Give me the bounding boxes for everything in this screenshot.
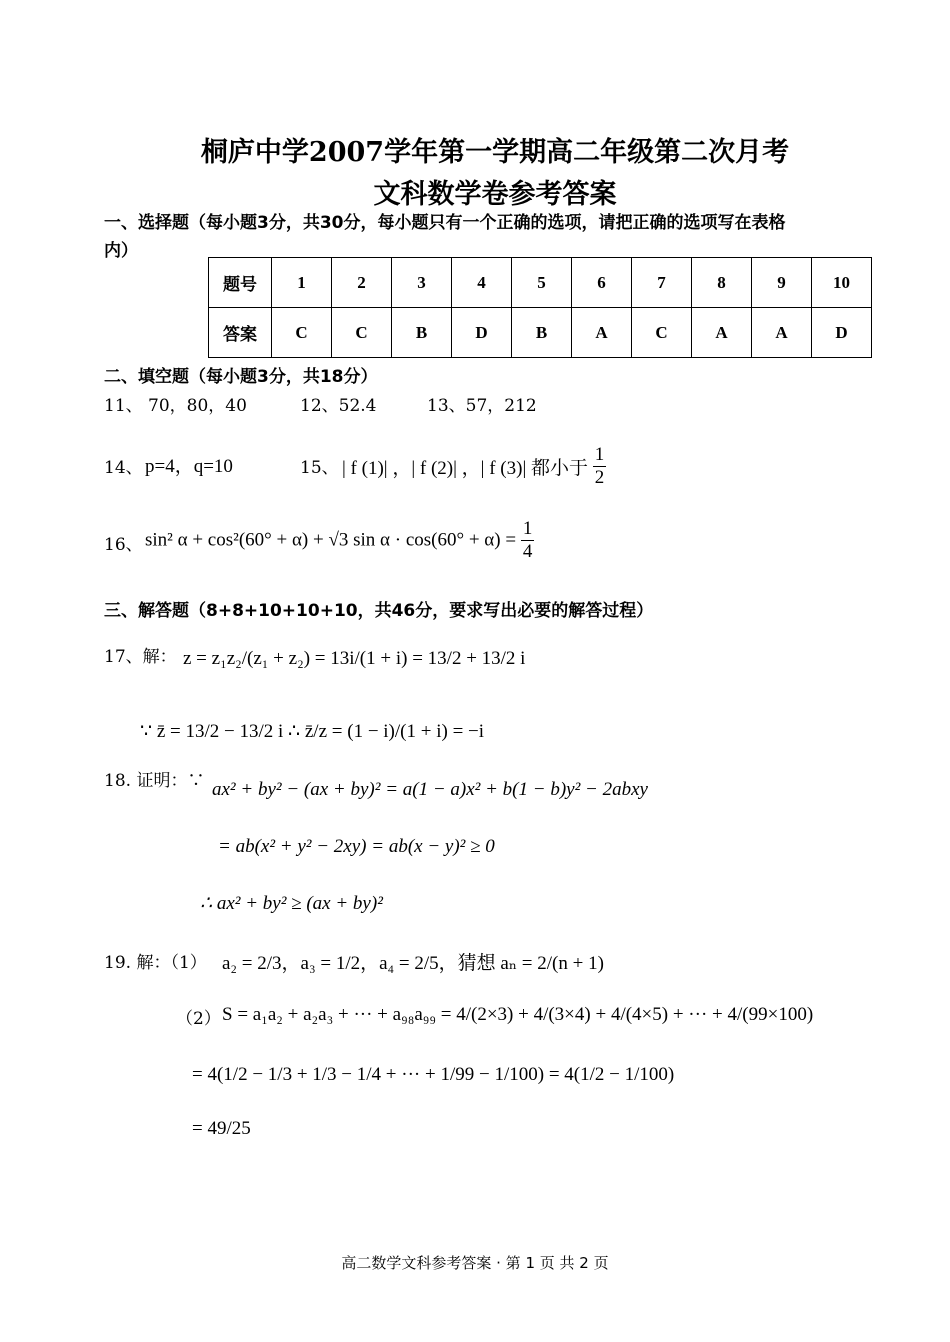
answer-cell: A — [692, 308, 752, 358]
table-row — [209, 258, 872, 308]
answer-q11: 11、 70，80，40 — [104, 396, 247, 416]
row-label-answer: 答案 — [209, 308, 272, 358]
q19-part2-line3: = 49/25 — [192, 1118, 251, 1139]
section1-heading-line1: 一、选择题（每小题3分，共30分，每小题只有一个正确的选项，请把正确的选项写在表格 — [104, 213, 786, 233]
q18-line1: ax² + by² − (ax + by)² = a(1 − a)x² + b(1 − b)y² − 2abxy — [212, 779, 648, 800]
q15-frac-den: 2 — [594, 466, 605, 488]
q16-fraction — [521, 518, 535, 563]
label-q18: 18. 证明：∵ — [104, 771, 205, 791]
q19-part1: a₂ = 2/3，a₃ = 1/2，a₄ = 2/5，猜想 aₙ = 2/(n + 1) — [222, 953, 604, 974]
section3-heading: 三、解答题（8+8+10+10+10，共46分，要求写出必要的解答过程） — [104, 601, 654, 621]
question-number: 1 — [272, 258, 332, 308]
label-q16: 16、 — [104, 535, 143, 555]
section2-heading: 二、填空题（每小题3分，共18分） — [104, 367, 378, 387]
question-number: 8 — [692, 258, 752, 308]
answer-q16 — [145, 518, 534, 563]
q15-fraction — [593, 444, 607, 489]
q16-frac-num: 1 — [522, 518, 533, 539]
q19-part2-line2: = 4(1/2 − 1/3 + 1/3 − 1/4 + ··· + 1/99 − 1/100) = 4(1/2 − 1/100) — [192, 1064, 675, 1085]
answer-cell: C — [632, 308, 692, 358]
answer-q13: 13、57，212 — [427, 396, 537, 416]
q15-text: | f (1)| ，| f (2)| ，| f (3)| 都小于 — [342, 457, 589, 479]
q18-line3: ∴ ax² + by² ≥ (ax + by)² — [200, 893, 383, 914]
page-footer: 高二数学文科参考答案 · 第 1 页 共 2 页 — [341, 1254, 609, 1272]
answer-cell: A — [752, 308, 812, 358]
answer-q15 — [342, 444, 606, 489]
label-q19-part2: （2） — [176, 1009, 221, 1029]
answer-cell: B — [512, 308, 572, 358]
question-number: 3 — [392, 258, 452, 308]
row-label-number: 题号 — [209, 258, 272, 308]
question-number: 2 — [332, 258, 392, 308]
q17-line2: ∵ z̄ = 13/2 − 13/2 i ∴ z̄/z = (1 − i)/(1 + i) = −i — [140, 721, 485, 742]
question-number: 10 — [812, 258, 872, 308]
answer-q14: p=4，q=10 — [145, 456, 233, 477]
question-number: 4 — [452, 258, 512, 308]
answer-cell: A — [572, 308, 632, 358]
label-q17: 17、解： — [104, 647, 177, 667]
label-q14: 14、 — [104, 458, 143, 478]
q18-line2: = ab(x² + y² − 2xy) = ab(x − y)² ≥ 0 — [218, 836, 495, 857]
answer-cell: D — [812, 308, 872, 358]
section1-heading-line2: 内） — [104, 241, 138, 261]
q19-part2-line1: S = a₁a₂ + a₂a₃ + ··· + a₉₈a₉₉ = 4/(2×3) + 4/(3×4) + 4/(4×5) + ··· + 4/(99×100) — [222, 1004, 814, 1025]
q16-frac-den: 4 — [522, 540, 533, 562]
answer-cell: C — [272, 308, 332, 358]
table-row — [209, 308, 872, 358]
answer-cell: D — [452, 308, 512, 358]
answer-cell: B — [392, 308, 452, 358]
label-q15: 15、 — [300, 458, 339, 478]
question-number: 9 — [752, 258, 812, 308]
answer-table — [208, 257, 872, 358]
question-number: 7 — [632, 258, 692, 308]
question-number: 5 — [512, 258, 572, 308]
label-q19: 19. 解：（1） — [104, 953, 207, 973]
answer-q12: 12、52.4 — [300, 396, 377, 416]
q16-expression: sin² α + cos²(60° + α) + √3 sin α · cos(60° + α) = — [145, 529, 517, 551]
question-number: 6 — [572, 258, 632, 308]
page-title-line1: 桐庐中学2007学年第一学期高二年级第二次月考 — [200, 137, 790, 168]
q17-line1: z = z₁z₂/(z₁ + z₂) = 13i/(1 + i) = 13/2 + 13/2 i — [183, 648, 526, 669]
answer-cell: C — [332, 308, 392, 358]
page-title-line2: 文科数学卷参考答案 — [373, 179, 617, 210]
q15-frac-num: 1 — [594, 444, 605, 465]
